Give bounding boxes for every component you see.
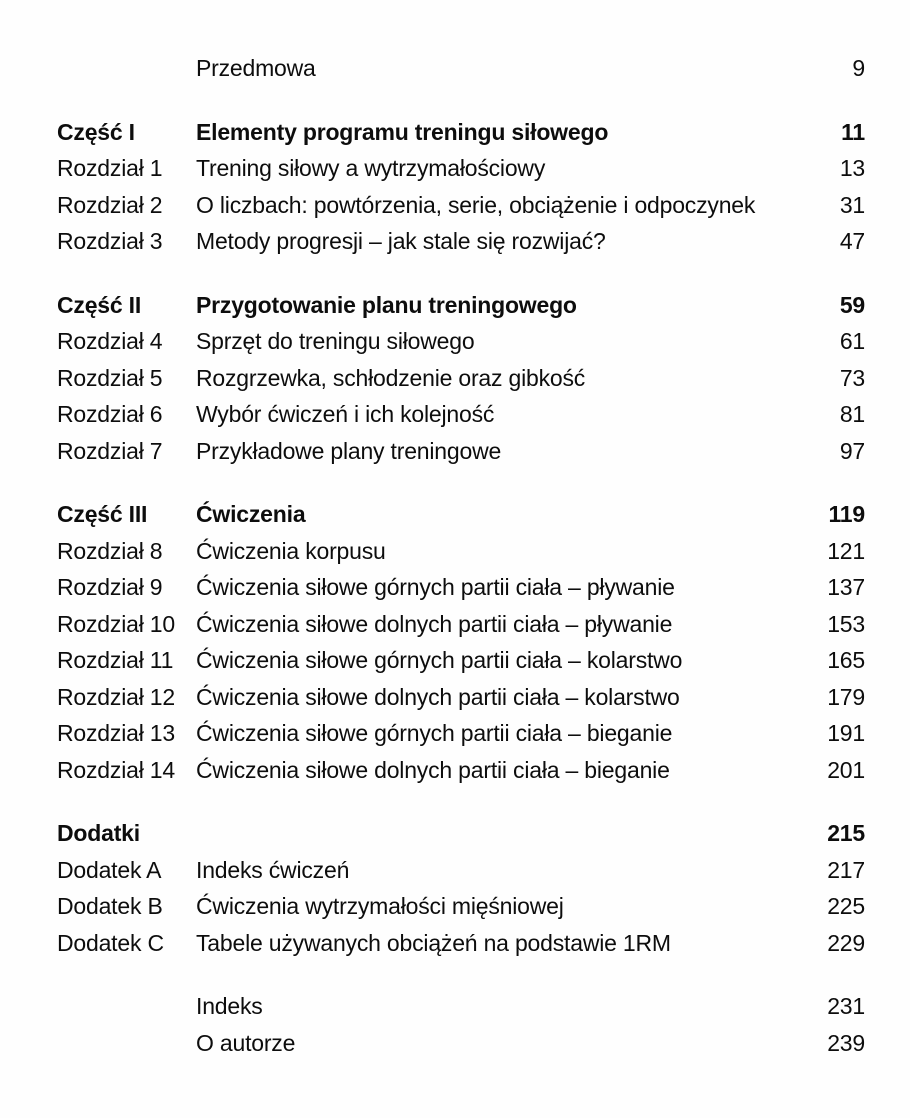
toc-row-title: Wybór ćwiczeń i ich kolejność bbox=[196, 401, 495, 427]
toc-row-chapter-7 bbox=[57, 433, 865, 470]
toc-row-label: Rozdział 12 bbox=[57, 683, 175, 710]
toc-row-title: Ćwiczenia siłowe górnych partii ciała – pływanie bbox=[196, 574, 675, 600]
toc-row-title: Przedmowa bbox=[196, 55, 316, 81]
toc-row-page: 153 bbox=[827, 610, 865, 637]
toc-row-page: 81 bbox=[839, 401, 865, 427]
toc-row-page: 31 bbox=[839, 191, 865, 218]
toc-row-label: Dodatek A bbox=[57, 856, 162, 883]
toc-row-page: 121 bbox=[827, 537, 865, 564]
toc-part-label: Część III bbox=[57, 501, 148, 527]
toc-row-label: Rozdział 3 bbox=[57, 228, 163, 254]
toc-row-label: Rozdział 8 bbox=[57, 537, 163, 564]
toc-row-chapter-6 bbox=[57, 396, 865, 433]
toc-row-page: 239 bbox=[827, 1029, 865, 1056]
toc-row-page: 217 bbox=[827, 856, 865, 883]
toc-row-title: Ćwiczenia siłowe górnych partii ciała – kolarstwo bbox=[196, 647, 683, 673]
toc-row-label: Rozdział 9 bbox=[57, 574, 163, 600]
toc-row-chapter-8 bbox=[57, 533, 865, 570]
toc-row-page: 225 bbox=[827, 893, 865, 919]
toc-row-label: Rozdział 7 bbox=[57, 437, 163, 464]
toc-row-label: Rozdział 13 bbox=[57, 720, 175, 746]
toc-row-title: Ćwiczenia siłowe dolnych partii ciała – bieganie bbox=[196, 756, 670, 783]
toc-part-label: Część II bbox=[57, 291, 142, 318]
toc-row-page: 9 bbox=[852, 55, 865, 81]
toc-row-title: Indeks bbox=[196, 993, 263, 1019]
toc-row-page: 201 bbox=[827, 756, 865, 783]
toc-row-label: Rozdział 14 bbox=[57, 756, 175, 783]
toc-part-page: 215 bbox=[827, 820, 865, 846]
toc-row-page: 191 bbox=[827, 720, 865, 746]
toc-part-title: Elementy programu treningu siłowego bbox=[196, 118, 609, 145]
toc-row-chapter-2 bbox=[57, 187, 865, 224]
toc-row-label: Rozdział 10 bbox=[57, 610, 175, 637]
toc-row-chapter-12 bbox=[57, 679, 865, 716]
toc-row-label: Rozdział 5 bbox=[57, 364, 163, 391]
toc-row-title: Trening siłowy a wytrzymałościowy bbox=[196, 155, 546, 181]
toc-row-page: 137 bbox=[827, 574, 865, 600]
toc-part-2-heading bbox=[57, 287, 865, 324]
toc-row-page: 73 bbox=[839, 364, 865, 391]
toc-row-title: Tabele używanych obciążeń na podstawie 1RM bbox=[196, 929, 671, 956]
toc-row-chapter-14 bbox=[57, 752, 865, 789]
toc-row-page: 231 bbox=[827, 993, 865, 1019]
toc-row-title: Rozgrzewka, schłodzenie oraz gibkość bbox=[196, 364, 586, 391]
toc-row-appendix-a bbox=[57, 852, 865, 889]
toc-row-label: Rozdział 6 bbox=[57, 401, 163, 427]
toc-row-title: O liczbach: powtórzenia, serie, obciążenie i odpoczynek bbox=[196, 191, 756, 218]
toc-row-indeks bbox=[57, 988, 865, 1025]
toc-part-label: Dodatki bbox=[57, 820, 140, 846]
toc-row-appendix-b bbox=[57, 888, 865, 925]
toc-row-appendix-c bbox=[57, 925, 865, 962]
toc-part-title: Ćwiczenia bbox=[196, 501, 306, 527]
toc-part-label: Część I bbox=[57, 118, 135, 145]
toc-row-page: 13 bbox=[839, 155, 865, 181]
toc-row-title: O autorze bbox=[196, 1029, 296, 1056]
toc-part-page: 119 bbox=[828, 501, 865, 527]
toc-row-chapter-10 bbox=[57, 606, 865, 643]
toc-part-page: 11 bbox=[841, 118, 865, 145]
toc-row-label: Rozdział 11 bbox=[57, 647, 174, 673]
toc-row-title: Metody progresji – jak stale się rozwijać? bbox=[196, 228, 606, 254]
toc-row-title: Indeks ćwiczeń bbox=[196, 856, 350, 883]
toc-row-title: Sprzęt do treningu siłowego bbox=[196, 328, 475, 354]
toc-row-page: 97 bbox=[839, 437, 865, 464]
table-of-contents bbox=[57, 50, 865, 1061]
toc-row-label: Rozdział 2 bbox=[57, 191, 163, 218]
toc-row-chapter-5 bbox=[57, 360, 865, 397]
toc-row-title: Ćwiczenia korpusu bbox=[196, 537, 386, 564]
toc-row-page: 179 bbox=[827, 683, 865, 710]
toc-row-chapter-3 bbox=[57, 223, 865, 260]
toc-row-title: Ćwiczenia siłowe górnych partii ciała – bieganie bbox=[196, 720, 673, 746]
toc-row-label: Rozdział 4 bbox=[57, 328, 163, 354]
toc-row-przedmowa bbox=[57, 50, 865, 87]
toc-part-page: 59 bbox=[839, 291, 865, 318]
toc-row-page: 47 bbox=[839, 228, 865, 254]
toc-row-page: 229 bbox=[827, 929, 865, 956]
toc-row-chapter-13 bbox=[57, 715, 865, 752]
toc-part-1-heading bbox=[57, 114, 865, 151]
toc-row-page: 61 bbox=[839, 328, 865, 354]
toc-row-label: Dodatek C bbox=[57, 929, 164, 956]
toc-row-chapter-1 bbox=[57, 150, 865, 187]
toc-row-page: 165 bbox=[827, 647, 865, 673]
toc-row-title: Ćwiczenia siłowe dolnych partii ciała – kolarstwo bbox=[196, 683, 680, 710]
toc-part-3-heading bbox=[57, 496, 865, 533]
toc-row-title: Ćwiczenia wytrzymałości mięśniowej bbox=[196, 893, 564, 919]
toc-row-chapter-11 bbox=[57, 642, 865, 679]
toc-row-chapter-4 bbox=[57, 323, 865, 360]
toc-row-title: Ćwiczenia siłowe dolnych partii ciała – pływanie bbox=[196, 610, 673, 637]
toc-part-title: Przygotowanie planu treningowego bbox=[196, 291, 577, 318]
toc-row-chapter-9 bbox=[57, 569, 865, 606]
toc-row-o-autorze bbox=[57, 1025, 865, 1062]
toc-row-title: Przykładowe plany treningowe bbox=[196, 437, 502, 464]
toc-row-label: Rozdział 1 bbox=[57, 155, 163, 181]
toc-row-label: Dodatek B bbox=[57, 893, 163, 919]
toc-appendices-heading bbox=[57, 815, 865, 852]
